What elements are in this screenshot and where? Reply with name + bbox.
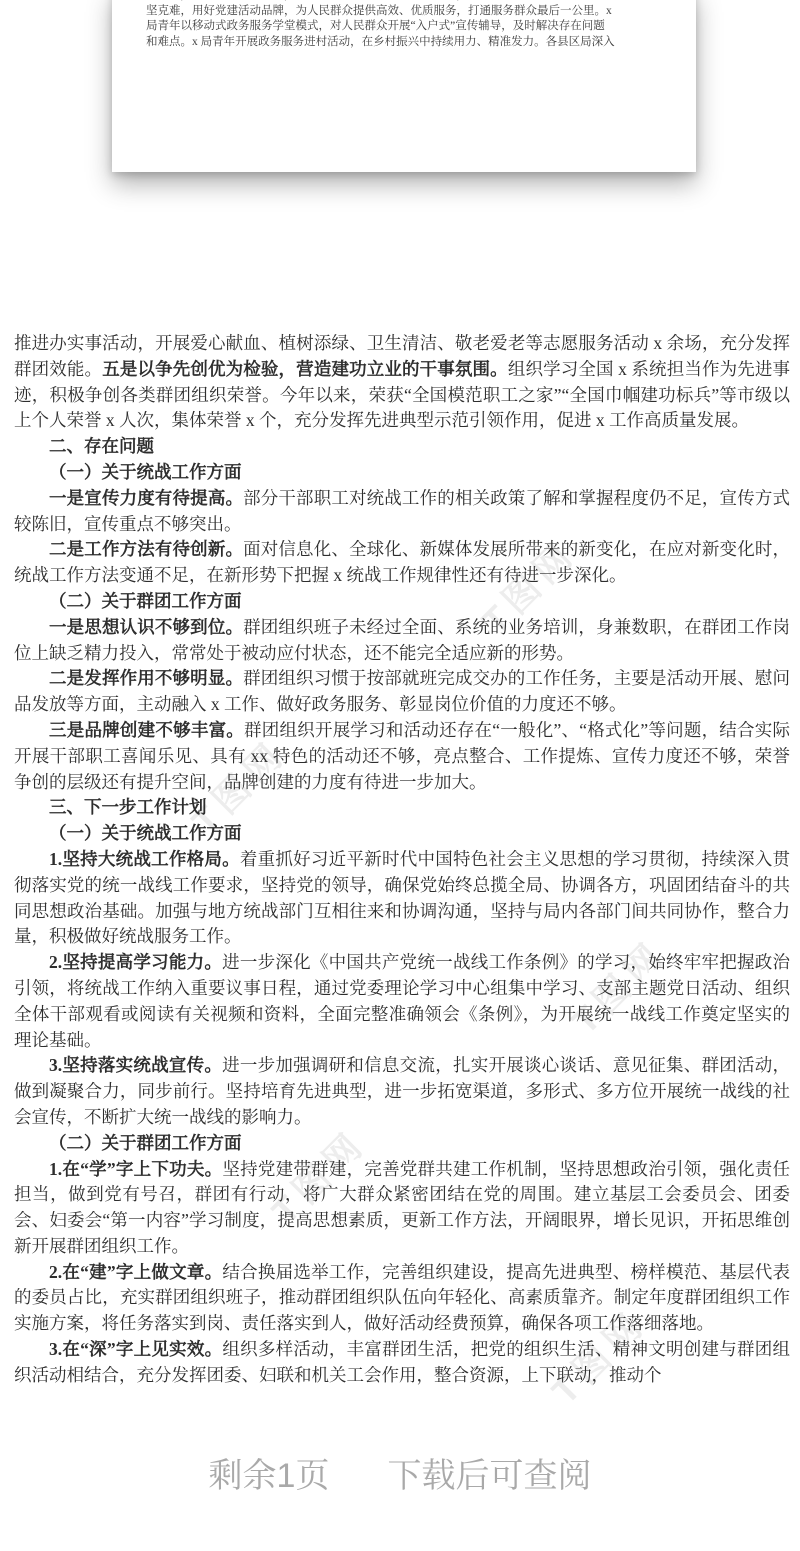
paragraph [14,1337,790,1389]
paragraph-lead: 3.在“深”字上见实效。 [49,1339,223,1360]
section-heading [14,795,790,821]
remaining-pages-notice [0,1448,800,1497]
paragraph-lead: 五是以争先创优为检验，营造建功立业的干事氛围。 [102,358,508,379]
document-body [14,331,790,1389]
paragraph-lead: 2.在“建”字上做文章。 [49,1261,223,1282]
preview-line: 坚克难，用好党建活动品牌，为人民群众提供高效、优质服务，打通服务群众最后一公里。x [146,4,612,17]
paragraph-text: 面对信息化、全球化、新媒体发展所带来的新变化，在应对新变化时，统战工作方法变通不足，在新形势下把握 x 统战工作规律性还有待进一步深化。 [14,539,790,586]
paragraph [14,1260,790,1337]
paragraph-text: 部分干部职工对统战工作的相关政策了解和掌握程度仍不足，宣传方式较陈旧，宣传重点不够突出。 [14,487,790,534]
paragraph [14,666,790,718]
paragraph-lead: 1.在“学”字上下功夫。 [49,1158,223,1179]
paragraph-lead: （二）关于群团工作方面 [49,1132,242,1153]
paragraph-lead: 一是思想认识不够到位。 [49,616,244,637]
paragraph [14,1053,790,1130]
paragraph-lead: 二是工作方法有待创新。 [49,539,244,560]
paragraph-text: 组织多样活动，丰富群团生活，把党的组织生活、精神文明创建与群团组织活动相结合，充分发挥团委、妇联和机关工会作用，整合资源，上下联动，推动个 [14,1339,790,1385]
paragraph-text: 着重抓好习近平新时代中国特色社会主义思想的学习贯彻，持续深入贯彻落实党的统一战线工作要求，坚持党的领导，确保党始终总揽全局、协调各方，巩固团结奋斗的共同思想政治基础。加强与地方统战部门互相往来和协调沟通，坚持与局内各部门间共同协作，整合力量，积极做好统战服务工作。 [14,848,791,947]
paragraph [14,847,790,950]
paragraph-text: 进一步加强调研和信息交流，扎实开展谈心谈话、意见征集、群团活动，做到凝聚合力，同步前行。坚持培育先进典型，进一步拓宽渠道，多形式、多方位开展统一战线的社会宣传，不断扩大统一战线的影响力。 [14,1055,790,1127]
paragraph-lead: 一是宣传力度有待提高。 [49,487,244,508]
paragraph-lead: 3.坚持落实统战宣传。 [49,1055,223,1076]
section-heading [14,460,790,486]
paragraph-lead: （二）关于群团工作方面 [49,590,242,611]
document-preview-page [112,0,696,172]
remaining-pages-label: 剩余1页 [208,1457,330,1495]
paragraph-lead: （一）关于统战工作方面 [49,461,242,482]
paragraph [14,950,790,1053]
paragraph-text: 群团组织习惯于按部就班完成交办的工作任务，主要是活动开展、慰问品发放等方面，主动融入 x 工作、做好政务服务、彰显岗位价值的力度还不够。 [14,668,790,715]
preview-line: 和难点。x 局青年开展政务服务进村活动，在乡村振兴中持续用力、精准发力。各县区局深入 [146,35,615,48]
paragraph [14,718,790,795]
paragraph-lead: 二是发挥作用不够明显。 [49,668,244,689]
section-heading [14,821,790,847]
site-watermark: T图网 [473,531,585,643]
paragraph-text: 进一步深化《中国共产党统一战线工作条例》的学习，始终牢牢把握政治引领，将统战工作纳入重要议事日程，通过党委理论学习中心组集中学习、支部主题党日活动、组织全体干部观看或阅读有关视频和资料，全面完整准确领会《条例》，为开展统一战线工作奠定坚实的理论基础。 [14,952,790,1050]
site-watermark: T图网 [563,931,675,1043]
paragraph-text: 组织学习全国 x 系统担当作为先进事迹，积极争创各类群团组织荣誉。今年以来，荣获“全国模范职工之家”“全国巾帼建功标兵”等市级以上个人荣誉 x 人次，集体荣誉 x 个，充分发挥先进典型示范引领作用，促进 x 工作高质量发展。 [14,358,791,431]
section-heading [14,434,790,460]
section-heading [14,589,790,615]
paragraph-text: 推进办实事活动，开展爱心献血、植树添绿、卫生清洁、敬老爱老等志愿服务活动 x 余场，充分发挥群团效能。 [14,333,790,379]
paragraph-text: 坚持党建带群建，完善党群共建工作机制，坚持思想政治引领，强化责任担当，做到党有号召，群团有行动，将广大群众紧密团结在党的周围。建立基层工会委员会、团委会、妇委会“第一内容”学习制度，提高思想素质，更新工作方法，开阔眼界，增长见识，开拓思维创新开展群团组织工作。 [14,1158,790,1256]
preview-page-text [112,0,696,50]
paragraph-lead: 2.坚持提高学习能力。 [49,952,223,973]
preview-line: 局青年以移动式政务服务学堂模式，对人民群众开展“入户式”宣传辅导，及时解决存在问题 [146,20,605,32]
site-watermark: T图网 [183,731,295,843]
preview-clipped-line [146,0,666,4]
paragraph-lead: 1.坚持大统战工作格局。 [49,848,240,869]
site-watermark: T图网 [263,1121,375,1233]
paragraph-text: 群团组织班子未经过全面、系统的业务培训，身兼数职，在群团工作岗位上缺乏精力投入，常常处于被动应付状态，还不能完全适应新的形势。 [14,616,790,663]
paragraph [14,615,790,667]
site-watermark: T图网 [543,1301,655,1413]
paragraph-lead: 二、存在问题 [49,436,154,457]
paragraph-text: 群团组织开展学习和活动还存在“一般化”、“格式化”等问题，结合实际开展干部职工喜闻乐见、具有 xx 特色的活动还不够，亮点整合、工作提炼、宣传力度还不够，荣誉争创的层级还有提升空间，品牌创建的力度有待进一步加大。 [14,719,790,792]
paragraph-text: 结合换届选举工作，完善组织建设，提高先进典型、榜样模范、基层代表的委员占比，充实群团组织班子，推动群团组织队伍向年轻化、高素质靠齐。制定年度群团组织工作实施方案，将任务落实到岗、责任落实到人，做好活动经费预算，确保各项工作落细落地。 [14,1261,790,1334]
paragraph-lead: （一）关于统战工作方面 [49,823,242,844]
paragraph [14,537,790,589]
paragraph [14,1157,790,1260]
paragraph [14,331,790,434]
paragraph-lead: 三、下一步工作计划 [49,797,207,818]
section-heading [14,1131,790,1157]
paragraph-lead: 三是品牌创建不够丰富。 [49,719,245,740]
paragraph [14,486,790,538]
download-hint-label: 下载后可查阅 [387,1457,592,1495]
